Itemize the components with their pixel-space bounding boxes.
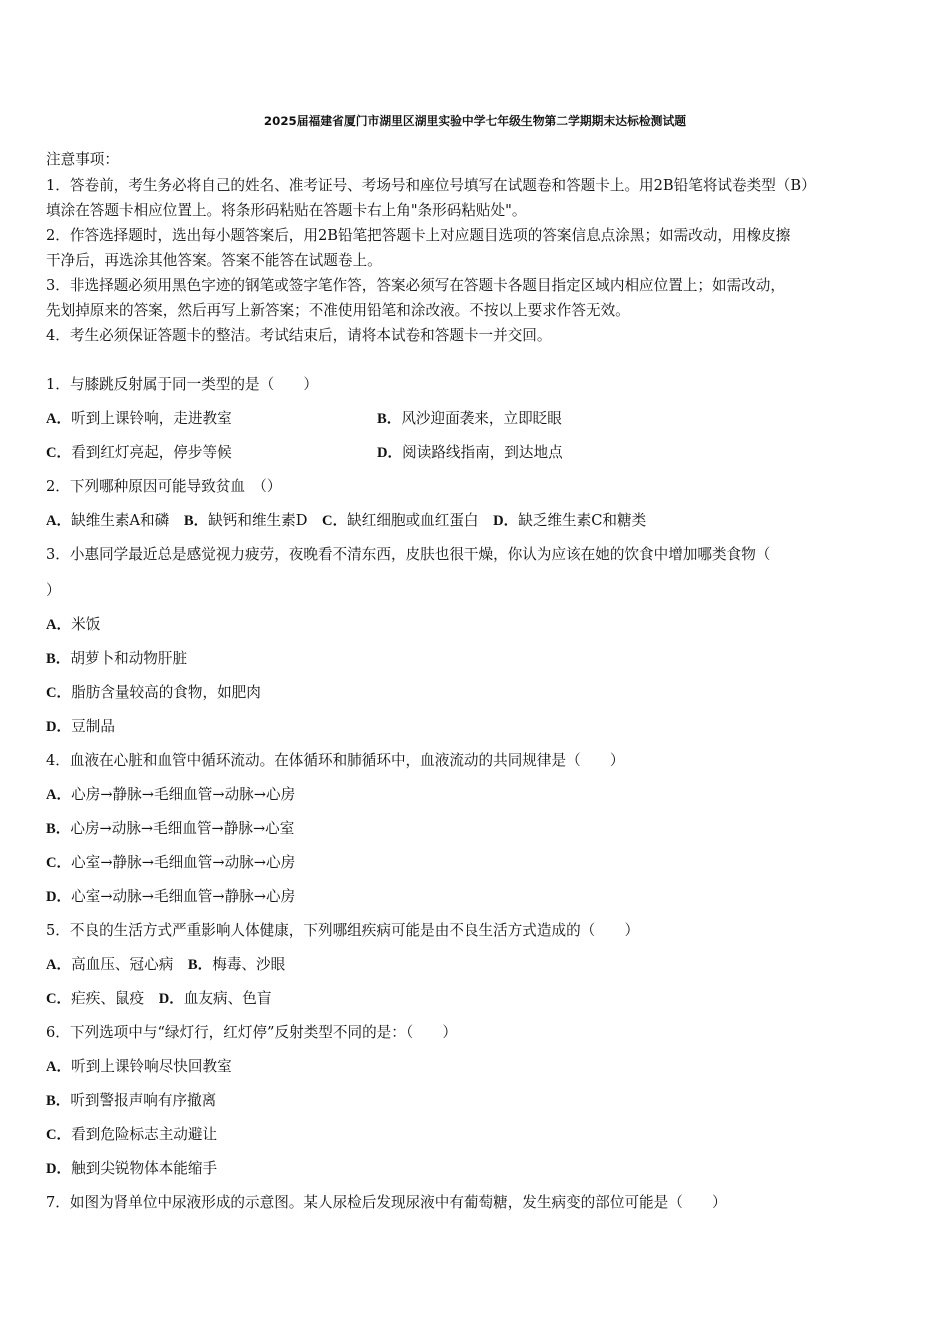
option-c: [46, 443, 232, 463]
option-label: C．: [46, 855, 72, 871]
option-label: A．: [46, 787, 72, 803]
option-d: [46, 887, 295, 907]
question-stem: 5．不良的生活方式严重影响人体健康，下列哪组疾病可能是由不良生活方式造成的（ ）: [46, 922, 640, 939]
option-d: [46, 717, 115, 737]
option-text: 脂肪含量较高的食物，如肥肉: [71, 684, 261, 701]
option-row: [46, 511, 646, 531]
option-d: [377, 443, 563, 463]
notice-line: 4．考生必须保证答题卡的整洁。考试结束后，请将本试卷和答题卡一并交回。: [46, 327, 552, 344]
notice-line: 干净后，再选涂其他答案。答案不能答在试题卷上。: [46, 252, 382, 269]
option-b: [46, 649, 187, 669]
option-label: B．: [377, 411, 402, 427]
option-text: 阅读路线指南，到达地点: [402, 444, 563, 461]
question-stem: 3．小惠同学最近总是感觉视力疲劳，夜晚看不清东西，皮肤也很干燥，你认为应该在她的饮食中增加哪类食物（: [46, 546, 771, 563]
option-text: 心房→静脉→毛细血管→动脉→心房: [71, 786, 296, 803]
option-b: [46, 1091, 216, 1111]
notice-heading: 注意事项：: [46, 151, 119, 168]
option-text: 豆制品: [71, 718, 115, 735]
question-stem-continued: ）: [46, 582, 61, 599]
option-label: D．: [377, 445, 403, 461]
option-text: 看到危险标志主动避让: [71, 1126, 218, 1143]
option-label: A．: [46, 957, 72, 973]
option-label: D．: [46, 1161, 72, 1177]
option-text: 触到尖锐物体本能缩手: [71, 1160, 218, 1177]
option-label: B．: [46, 821, 71, 837]
option-text: 米饭: [71, 616, 101, 633]
question-stem: 1．与膝跳反射属于同一类型的是（ ）: [46, 376, 318, 393]
option-text: 看到红灯亮起，停步等候: [71, 444, 232, 461]
notice-line: 1．答卷前，考生务必将自己的姓名、准考证号、考场号和座位号填写在试题卷和答题卡上。用2B铅笔将试卷类型（B）: [46, 177, 816, 194]
option-text: 听到警报声响有序撤离: [70, 1092, 217, 1109]
option-d: [46, 1159, 217, 1179]
option-label: B．: [46, 651, 71, 667]
option-label: C．: [46, 445, 72, 461]
option-a: [46, 785, 295, 805]
option-text: 缺维生素A和磷: [71, 512, 184, 529]
option-text: 心室→静脉→毛细血管→动脉→心房: [71, 854, 296, 871]
option-text: 缺乏维生素C和糖类: [518, 512, 647, 529]
option-text: 梅毒、沙眼: [212, 956, 286, 973]
option-label: B．: [183, 513, 209, 529]
option-label: C．: [322, 513, 348, 529]
option-c: [46, 853, 295, 873]
option-text: 心室→动脉→毛细血管→静脉→心房: [71, 888, 296, 905]
option-text: 缺钙和维生素D: [208, 512, 323, 529]
option-text: 缺红细胞或血红蛋白: [347, 512, 494, 529]
page-title: 2025届福建省厦门市湖里区湖里实验中学七年级生物第二学期期末达标检测试题: [263, 114, 687, 128]
notice-line: 3．非选择题必须用黑色字迹的钢笔或签字笔作答，答案必须写在答题卡各题目指定区域内相应位置上；如需改动，: [46, 277, 785, 294]
option-label: C．: [46, 1127, 72, 1143]
option-label: A．: [46, 617, 72, 633]
option-label: A．: [46, 513, 72, 529]
option-text: 疟疾、鼠疫: [71, 990, 159, 1007]
option-a: [46, 615, 100, 635]
option-text: 胡萝卜和动物肝脏: [70, 650, 188, 667]
option-label: D．: [46, 719, 72, 735]
option-label: D．: [46, 889, 72, 905]
option-text: 听到上课铃响，走进教室: [71, 410, 232, 427]
question-stem: 6．下列选项中与“绿灯行，红灯停”反射类型不同的是：（ ）: [46, 1024, 457, 1041]
option-a: [46, 1057, 232, 1077]
option-row: [46, 955, 285, 975]
notice-line: 先划掉原来的答案，然后再写上新答案；不准使用铅笔和涂改液。不按以上要求作答无效。: [46, 302, 630, 319]
option-b: [46, 819, 294, 839]
option-label: D．: [493, 513, 519, 529]
option-row: [46, 989, 271, 1009]
option-text: 心房→动脉→毛细血管→静脉→心室: [70, 820, 295, 837]
option-label: B．: [187, 957, 213, 973]
option-c: [46, 1125, 217, 1145]
question-stem: 2．下列哪种原因可能导致贫血 （）: [46, 478, 282, 495]
notice-line: 填涂在答题卡相应位置上。将条形码粘贴在答题卡右上角"条形码粘贴处"。: [46, 202, 527, 219]
option-label: D．: [158, 991, 184, 1007]
option-text: 血友病、色盲: [183, 990, 272, 1007]
question-stem: 4．血液在心脏和血管中循环流动。在体循环和肺循环中，血液流动的共同规律是（ ）: [46, 752, 625, 769]
option-label: C．: [46, 991, 72, 1007]
option-text: 听到上课铃响尽快回教室: [71, 1058, 232, 1075]
option-label: A．: [46, 411, 72, 427]
option-label: C．: [46, 685, 72, 701]
question-stem: 7．如图为肾单位中尿液形成的示意图。某人尿检后发现尿液中有葡萄糖，发生病变的部位可能是（ ）: [46, 1194, 727, 1211]
option-a: [46, 409, 232, 429]
option-text: 高血压、冠心病: [71, 956, 188, 973]
option-b: [377, 409, 562, 429]
option-c: [46, 683, 261, 703]
option-text: 风沙迎面袭来，立即眨眼: [401, 410, 562, 427]
option-label: B．: [46, 1093, 71, 1109]
notice-line: 2．作答选择题时，选出每小题答案后，用2B铅笔把答题卡上对应题目选项的答案信息点涂黑；如需改动，用橡皮擦: [46, 227, 791, 244]
option-label: A．: [46, 1059, 72, 1075]
